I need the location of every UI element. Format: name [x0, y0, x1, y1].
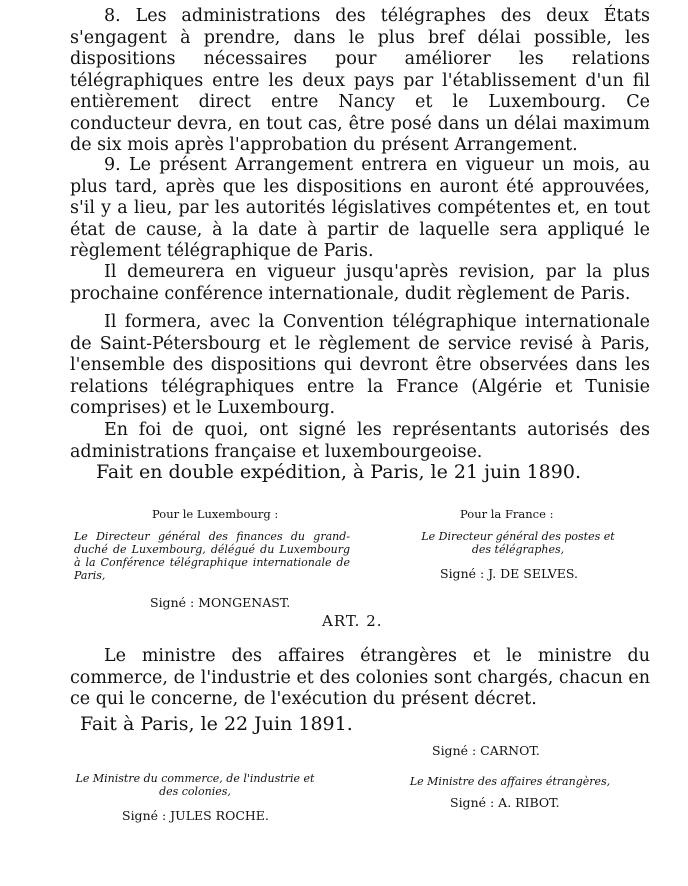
- signature-name-roche: Signé : JULES ROCHE.: [122, 808, 269, 823]
- paragraph-date-1890: Fait en double expédition, à Paris, le 21 juin 1890.: [96, 461, 581, 483]
- paragraph-date-1891: Fait à Paris, le 22 Juin 1891.: [80, 713, 353, 735]
- article-heading: ART. 2.: [322, 612, 383, 630]
- signature-title-france: Le Directeur général des postes et des télégraphes,: [421, 530, 615, 556]
- paragraph-duration: Il demeurera en vigueur jusqu'après revision, par la plus prochaine conférence internationale, dudit règlement de Paris.: [70, 262, 650, 304]
- paragraph-article-8: 8. Les administrations des télégraphes des deux États s'engagent à prendre, dans le plus bref délai possible, les dispositions nécessaires pour améliorer les relations télégraphiques entre les deux pays par l'établissement d'un fil entièrement direct entre Nancy et le Luxembourg. Ce conducteur devra, en tout cas, être posé dans un délai maximum de six mois après l'approbation du présent Arrangement.: [70, 6, 650, 155]
- signature-heading-luxembourg: Pour le Luxembourg :: [152, 507, 279, 521]
- paragraph-ministers: Le ministre des affaires étrangères et le ministre du commerce, de l'industrie et des colonies sont chargés, chacun en ce qui le concerne, de l'exécution du présent décret.: [70, 646, 650, 709]
- signature-title-luxembourg: Le Directeur général des finances du grand-duché de Luxembourg, délégué du Luxembourg à la Conférence télégraphique internationale de Paris,: [74, 530, 350, 582]
- signature-title-etrangeres: Le Ministre des affaires étrangères,: [409, 775, 611, 788]
- signature-name-carnot: Signé : CARNOT.: [432, 743, 540, 758]
- paragraph-article-9: 9. Le présent Arrangement entrera en vigueur un mois, au plus tard, après que les dispositions en auront été approuvées, s'il y a lieu, par les autorités législatives compétentes et, en tout état de cause, à la date à partir de laquelle sera appliqué le règlement télégraphique de Paris.: [70, 155, 650, 261]
- signature-title-commerce: Le Ministre du commerce, de l'industrie et des colonies,: [75, 772, 315, 798]
- signature-name-mongenast: Signé : MONGENAST.: [150, 595, 291, 610]
- signature-name-selves: Signé : J. DE SELVES.: [440, 566, 579, 581]
- signature-heading-france: Pour la France :: [460, 507, 554, 521]
- paragraph-signatories: En foi de quoi, ont signé les représentants autorisés des administrations française et luxembourgeoise.: [70, 420, 650, 462]
- signature-name-ribot: Signé : A. RIBOT.: [450, 795, 560, 810]
- paragraph-convention: Il formera, avec la Convention télégraphique internationale de Saint-Pétersbourg et le règlement de service revisé à Paris, l'ensemble des dispositions qui devront être observées dans les relations télégraphiques entre la France (Algérie et Tunisie comprises) et le Luxembourg.: [70, 312, 650, 418]
